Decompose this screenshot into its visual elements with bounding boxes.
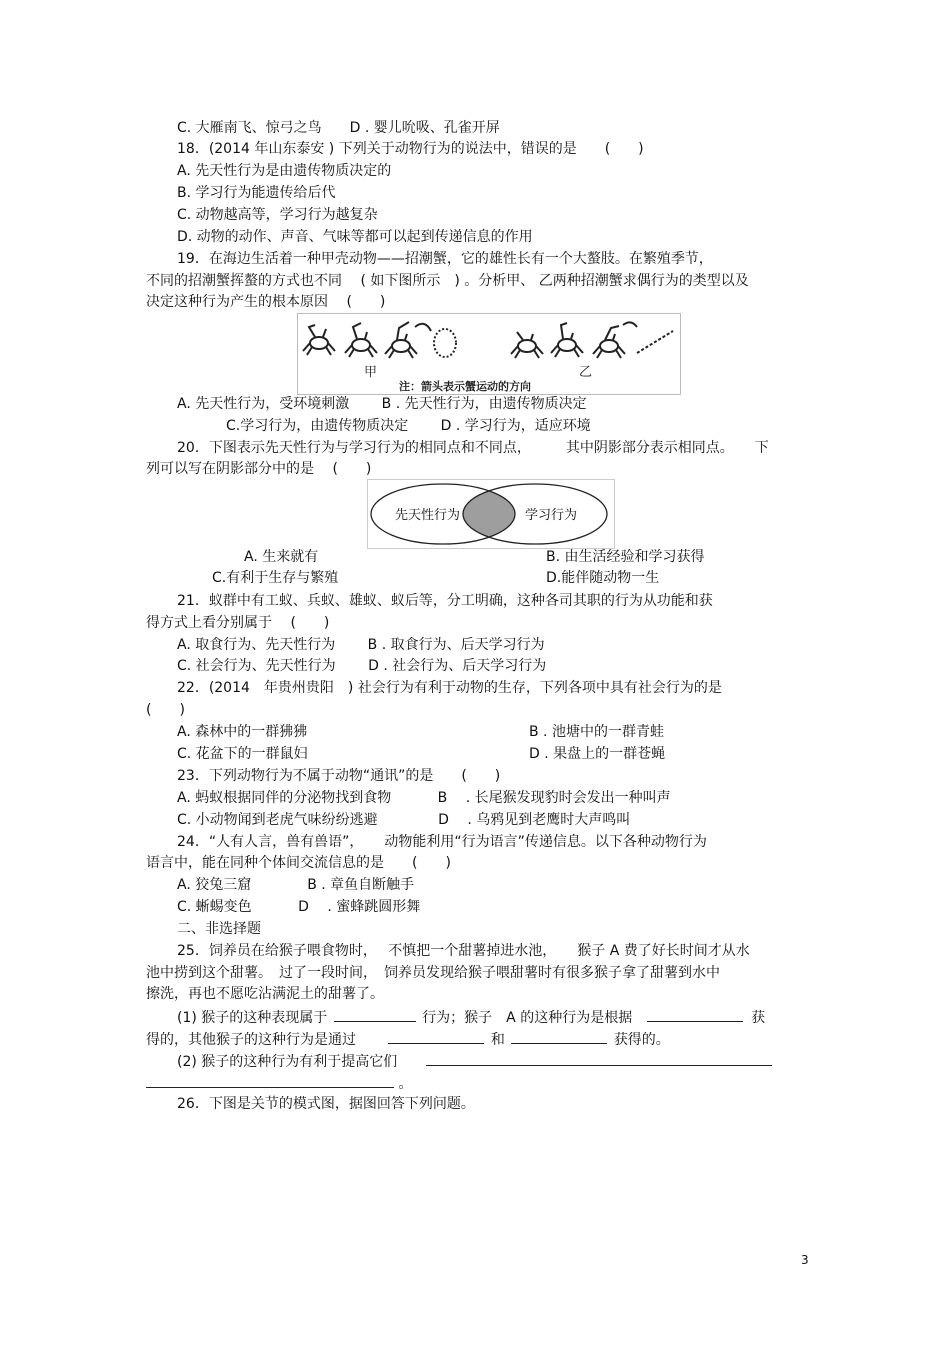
q22-option-b: B . 池塘中的一群青蛙: [529, 724, 664, 740]
crab-icon: [345, 323, 377, 357]
q24-stem-1: 24．“人有人言，兽有兽语”， 动物能利用“行为语言”传递信息。以下各种动物行为: [177, 834, 707, 850]
q25-part1-text-f: 获得的。: [613, 1032, 670, 1048]
q25-part1-text-a: (1) 猴子的这种表现属于: [177, 1010, 328, 1026]
answer-blank-2[interactable]: [647, 1007, 743, 1022]
q20-stem-1: 20．下图表示先天性行为与学习行为的相同点和不同点， 其中阴影部分表示相同点。 下: [177, 440, 769, 456]
crab-icon: [593, 326, 625, 358]
answer-blank-5[interactable]: [426, 1051, 772, 1066]
fiddler-crab-figure: [297, 313, 681, 395]
q25-part1-text-b: 行为；猴子 A 的这种行为是根据: [422, 1010, 633, 1026]
venn-left-label: 先天性行为: [395, 508, 461, 523]
q19-stem-3: 决定这种行为产生的根本原因 ( ): [146, 294, 386, 310]
q23-option-cd: C. 小动物闻到老虎气味纷纷逃避 D . 乌鸦见到老鹰时大声鸣叫: [177, 812, 631, 828]
arrow-icon: [623, 322, 637, 327]
q22-option-a: A. 森林中的一群狒狒: [177, 724, 308, 740]
q25-stem-3: 擦洗，再也不愿吃沾满泥土的甜薯了。: [146, 986, 384, 1002]
venn-right-label: 学习行为: [525, 508, 578, 523]
venn-diagram: [367, 479, 615, 549]
arrow-icon: [415, 324, 431, 331]
answer-blank-4[interactable]: [511, 1029, 607, 1044]
q22-stem-2: ( ): [146, 702, 185, 718]
answer-blank-1[interactable]: [334, 1007, 416, 1022]
q20-option-c: C.有利于生存与繁殖: [212, 570, 339, 586]
q20-option-b: B. 由生活经验和学习获得: [546, 549, 705, 565]
q25-part1-text-e: 和: [490, 1032, 505, 1048]
q21-stem-2: 得方式上看分别属于 ( ): [146, 615, 330, 631]
q26-stem: 26．下图是关节的模式图，据图回答下列问题。: [177, 1096, 475, 1112]
q25-part2-text: (2) 猴子的这种行为有利于提高它们: [177, 1054, 398, 1070]
crab-icon: [511, 332, 543, 358]
crab-icon: [385, 322, 417, 358]
q24-option-cd: C. 蜥蜴变色 D . 蜜蜂跳圆形舞: [177, 899, 421, 915]
q25-part2-line2: [146, 1073, 412, 1093]
q18-option-d: D. 动物的动作、声音、气味等都可以起到传递信息的作用: [177, 229, 533, 245]
q18-option-b: B. 学习行为能遗传给后代: [177, 185, 336, 201]
q22-stem-1: 22．(2014 年贵州贵阳 ) 社会行为有利于动物的生存，下列各项中具有社会行为的是: [177, 680, 722, 696]
crab-icon: [551, 323, 583, 357]
q19-stem-1: 19．在海边生活着一种甲壳动物——招潮蟹，它的雄性长有一个大螯肢。在繁殖季节，: [177, 251, 713, 267]
q24-option-ab: A. 狡兔三窟 B . 章鱼自断触手: [177, 877, 415, 893]
q22-option-d: D . 果盘上的一群苍蝇: [529, 746, 666, 762]
q25-part2-end: 。: [398, 1076, 413, 1092]
q25-stem-2: 池中捞到这个甜薯。 过了一段时间， 饲养员发现给猴子喂甜薯时有很多猴子拿了甜薯到水中: [146, 965, 720, 981]
page-number: 3: [801, 1253, 809, 1267]
q21-stem-1: 21．蚁群中有工蚁、兵蚁、雄蚁、蚁后等，分工明确，这种各司其职的行为从功能和获: [177, 593, 713, 609]
q25-part1-text-c: 获: [751, 1010, 766, 1026]
q17-option-cd: C. 大雁南飞、惊弓之鸟 D . 婴儿吮吸、孔雀开屏: [177, 120, 500, 136]
q25-part1-line1: [177, 1007, 765, 1027]
q21-option-cd: C. 社会行为、先天性行为 D . 社会行为、后天学习行为: [177, 658, 547, 674]
q25-stem-1: 25．饲养员在给猴子喂食物时， 不慎把一个甜薯掉进水池， 猴子 A 费了好长时间才从水: [177, 943, 750, 959]
q25-part1-line2: [146, 1029, 670, 1049]
q24-stem-2: 语言中，能在同种个体间交流信息的是 ( ): [146, 855, 451, 871]
loop-arrow-icon: [434, 329, 456, 357]
figure-note: 注：箭头表示蟹运动的方向: [399, 380, 531, 393]
q25-part1-text-d: 得的，其他猴子的这种行为是通过: [146, 1032, 356, 1048]
q18-option-c: C. 动物越高等，学习行为越复杂: [177, 207, 378, 223]
q22-option-c: C. 花盆下的一群鼠妇: [177, 746, 308, 762]
q19-option-cd: C.学习行为，由遗传物质决定 D . 学习行为，适应环境: [226, 418, 591, 434]
section-heading: 二、非选择题: [177, 921, 261, 937]
q19-option-ab: A. 先天性行为，受环境刺激 B . 先天性行为，由遗传物质决定: [177, 396, 587, 412]
answer-blank-6[interactable]: [146, 1073, 394, 1088]
q18-stem: 18．(2014 年山东泰安 ) 下列关于动物行为的说法中，错误的是 ( ): [177, 141, 644, 157]
q20-stem-2: 列可以写在阴影部分中的是 ( ): [146, 461, 372, 477]
q18-option-a: A. 先天性行为是由遗传物质决定的: [177, 163, 392, 179]
q20-option-d: D.能伴随动物一生: [546, 570, 660, 586]
label-jia: 甲: [364, 365, 378, 380]
q20-option-a: A. 生来就有: [244, 549, 319, 565]
q25-part2-line1: [177, 1051, 772, 1071]
q19-stem-2: 不同的招潮蟹挥螯的方式也不同 ( 如下图所示 ) 。分析甲、 乙两种招潮蟹求偶行为的类型以及: [146, 273, 749, 289]
q23-stem: 23．下列动物行为不属于动物“通讯”的是 ( ): [177, 768, 501, 784]
q21-option-ab: A. 取食行为、先天性行为 B . 取食行为、后天学习行为: [177, 637, 545, 653]
answer-blank-3[interactable]: [388, 1029, 484, 1044]
line-arrow-icon: [637, 331, 673, 353]
label-yi: 乙: [579, 365, 593, 380]
crab-icon: [303, 325, 335, 355]
q23-option-ab: A. 蚂蚁根据同伴的分泌物找到食物 B . 长尾猴发现豹时会发出一种叫声: [177, 790, 671, 806]
